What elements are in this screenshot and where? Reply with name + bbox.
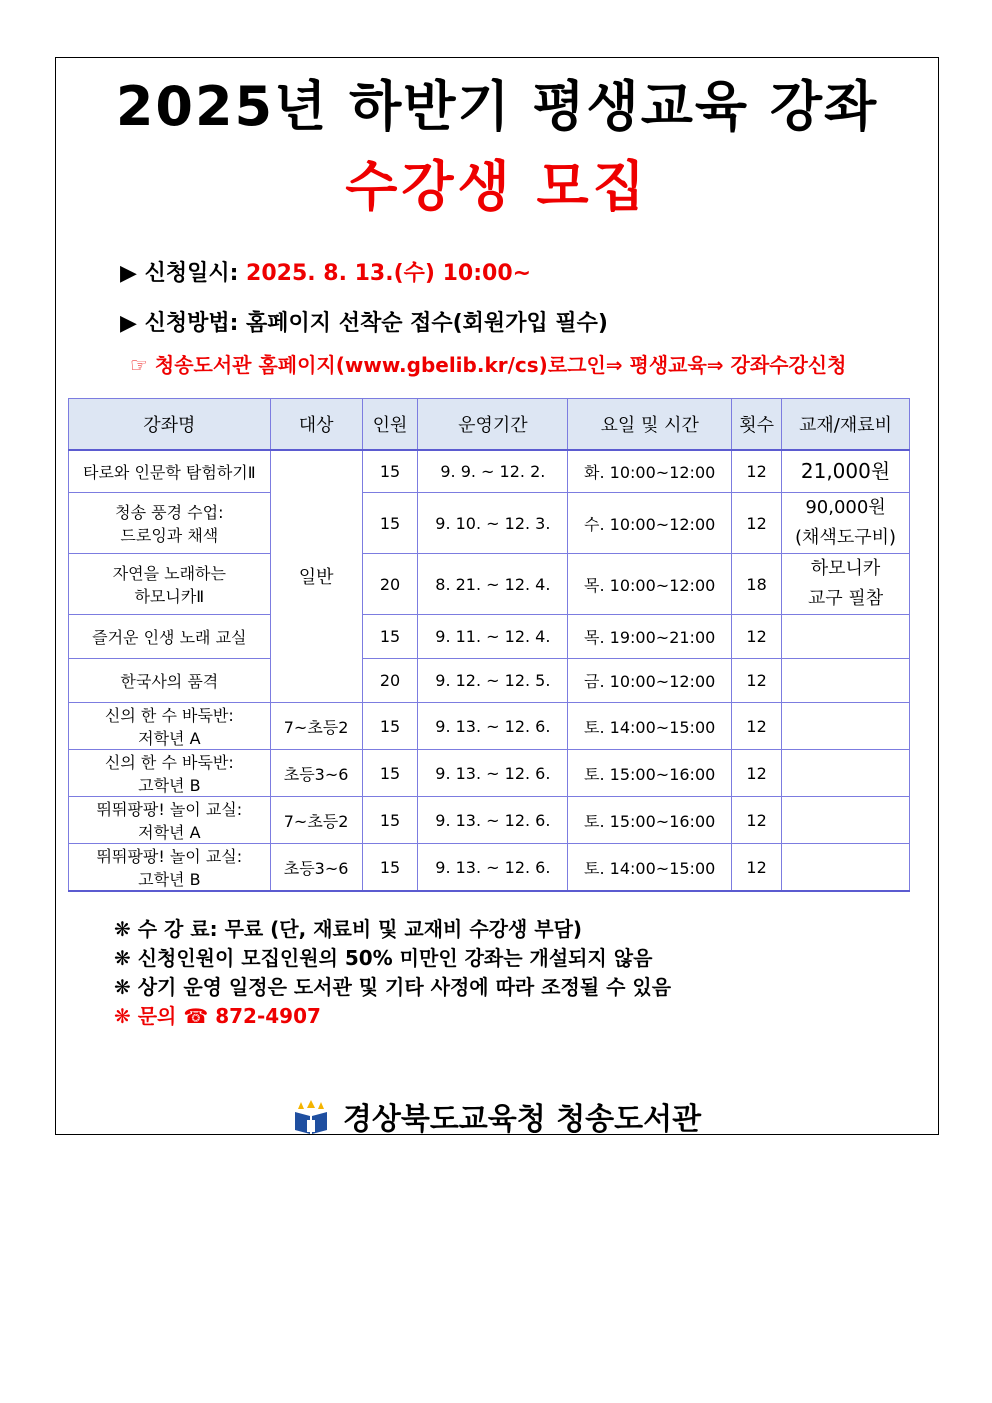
col-header-name: 강좌명 xyxy=(69,399,271,450)
course-time: 수. 10:00~12:00 xyxy=(568,493,732,554)
course-target: 초등3~6 xyxy=(270,750,362,797)
notes-block xyxy=(114,915,671,1031)
course-time: 토. 15:00~16:00 xyxy=(568,797,732,844)
page-title: 2025년 하반기 평생교육 강좌 xyxy=(115,75,879,138)
course-count: 15 xyxy=(362,493,418,554)
course-name: 신의 한 수 바둑반: 고학년 B xyxy=(69,750,271,797)
table-row xyxy=(69,750,910,797)
course-time: 토. 14:00~15:00 xyxy=(568,703,732,750)
course-period: 9. 9. ~ 12. 2. xyxy=(418,450,568,493)
col-header-count: 인원 xyxy=(362,399,418,450)
course-period: 9. 13. ~ 12. 6. xyxy=(418,844,568,892)
course-period: 9. 10. ~ 12. 3. xyxy=(418,493,568,554)
course-period: 9. 13. ~ 12. 6. xyxy=(418,703,568,750)
course-time: 목. 19:00~21:00 xyxy=(568,615,732,659)
course-fee xyxy=(782,797,910,844)
course-period: 9. 12. ~ 12. 5. xyxy=(418,659,568,703)
apply-date-label: ▶ 신청일시: xyxy=(120,261,247,286)
course-count: 15 xyxy=(362,450,418,493)
table-row xyxy=(69,844,910,892)
table-row xyxy=(69,554,910,615)
course-name: 청송 풍경 수업: 드로잉과 채색 xyxy=(69,493,271,554)
table-row xyxy=(69,797,910,844)
course-time: 금. 10:00~12:00 xyxy=(568,659,732,703)
note-contact: ❋ 문의 ☎ 872-4907 xyxy=(114,1004,321,1028)
apply-date-value: 2025. 8. 13.(수) 10:00~ xyxy=(246,261,532,286)
col-header-sessions: 횟수 xyxy=(732,399,782,450)
course-time: 토. 14:00~15:00 xyxy=(568,844,732,892)
course-sessions: 12 xyxy=(732,450,782,493)
course-name: 한국사의 품격 xyxy=(69,659,271,703)
table-row xyxy=(69,493,910,554)
apply-date-line xyxy=(120,256,531,287)
course-time: 토. 15:00~16:00 xyxy=(568,750,732,797)
footer xyxy=(56,1094,938,1144)
course-period: 9. 13. ~ 12. 6. xyxy=(418,750,568,797)
course-sessions: 12 xyxy=(732,493,782,554)
course-period: 9. 13. ~ 12. 6. xyxy=(418,797,568,844)
course-period: 9. 11. ~ 12. 4. xyxy=(418,615,568,659)
course-sessions: 12 xyxy=(732,615,782,659)
note-schedule: ❋ 상기 운영 일정은 도서관 및 기타 사정에 따라 조정될 수 있음 xyxy=(114,975,672,999)
course-sessions: 18 xyxy=(732,554,782,615)
course-sessions: 12 xyxy=(732,703,782,750)
apply-method-line: ▶ 신청방법: 홈페이지 선착순 접수(회원가입 필수) xyxy=(120,311,608,336)
course-fee: 하모니카 교구 필참 xyxy=(782,554,910,615)
course-sessions: 12 xyxy=(732,659,782,703)
apply-path-line: ☞ 청송도서관 홈페이지(www.gbelib.kr/cs)로그인⇒ 평생교육⇒ 강좌수강신청 xyxy=(130,353,847,377)
course-count: 15 xyxy=(362,703,418,750)
course-fee: 90,000원 (채색도구비) xyxy=(782,493,910,554)
course-count: 20 xyxy=(362,659,418,703)
course-target: 7~초등2 xyxy=(270,703,362,750)
course-count: 20 xyxy=(362,554,418,615)
course-name: 타로와 인문학 탐험하기Ⅱ xyxy=(69,450,271,493)
org-name: 경상북도교육청 청송도서관 xyxy=(342,1102,702,1137)
table-header-row xyxy=(69,399,910,450)
course-sessions: 12 xyxy=(732,844,782,892)
course-count: 15 xyxy=(362,797,418,844)
page-subtitle: 수강생 모집 xyxy=(345,155,649,218)
course-time: 화. 10:00~12:00 xyxy=(568,450,732,493)
course-sessions: 12 xyxy=(732,750,782,797)
course-fee: 21,000원 xyxy=(782,450,910,493)
course-fee xyxy=(782,703,910,750)
course-name: 신의 한 수 바둑반: 저학년 A xyxy=(69,703,271,750)
target-general: 일반 xyxy=(270,450,362,703)
course-name: 뛰뛰팡팡! 놀이 교실: 고학년 B xyxy=(69,844,271,892)
course-name: 즐거운 인생 노래 교실 xyxy=(69,615,271,659)
course-target: 7~초등2 xyxy=(270,797,362,844)
course-count: 15 xyxy=(362,615,418,659)
col-header-fee: 교재/재료비 xyxy=(782,399,910,450)
note-minimum: ❋ 신청인원이 모집인원의 50% 미만인 강좌는 개설되지 않음 xyxy=(114,946,653,970)
col-header-time: 요일 및 시간 xyxy=(568,399,732,450)
note-fee: ❋ 수 강 료: 무료 (단, 재료비 및 교재비 수강생 부담) xyxy=(114,917,583,941)
col-header-target: 대상 xyxy=(270,399,362,450)
course-name: 자연을 노래하는 하모니카Ⅱ xyxy=(69,554,271,615)
table-row xyxy=(69,703,910,750)
course-fee xyxy=(782,659,910,703)
course-fee xyxy=(782,750,910,797)
course-fee xyxy=(782,844,910,892)
course-period: 8. 21. ~ 12. 4. xyxy=(418,554,568,615)
table-row xyxy=(69,615,910,659)
poster-frame xyxy=(55,57,939,1135)
course-time: 목. 10:00~12:00 xyxy=(568,554,732,615)
table-row xyxy=(69,659,910,703)
course-sessions: 12 xyxy=(732,797,782,844)
table-row xyxy=(69,450,910,493)
course-table xyxy=(68,398,910,892)
course-fee xyxy=(782,615,910,659)
course-count: 15 xyxy=(362,750,418,797)
course-count: 15 xyxy=(362,844,418,892)
course-name: 뛰뛰팡팡! 놀이 교실: 저학년 A xyxy=(69,797,271,844)
course-target: 초등3~6 xyxy=(270,844,362,892)
library-book-logo-icon xyxy=(293,1098,329,1144)
col-header-period: 운영기간 xyxy=(418,399,568,450)
